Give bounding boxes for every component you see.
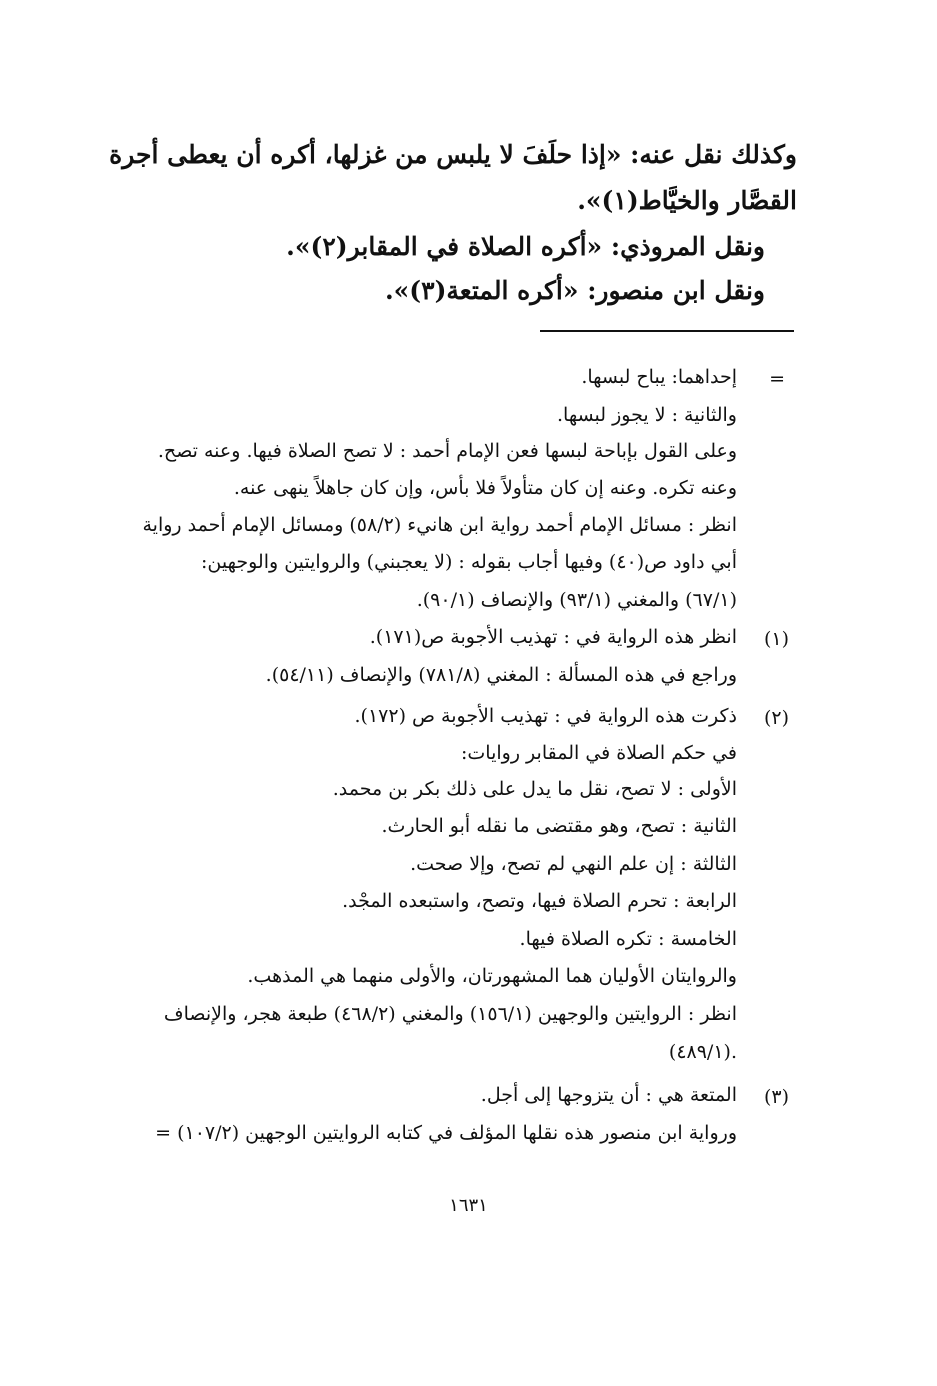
footnote-cont-line: أبي داود ص(٤٠) وفيها أجاب بقوله : (لا يعجبني) والروايتين والوجهين: (201, 551, 737, 573)
footnote-cont-line: وعلى القول بإباحة لبسها فعن الإمام أحمد : لا تصح الصلاة فيها. وعنه تصح. (157, 440, 737, 462)
footnote-cont-line: إحداهما: يباح لبسها. (581, 366, 737, 388)
footnote-3-line: المتعة هي : أن يتزوجها إلى أجل. (480, 1084, 737, 1106)
footnote-3-line: ورواية ابن منصور هذه نقلها المؤلف في كتابه الروايتين الوجهين (١٠٧/٢) = (155, 1122, 737, 1144)
footnote-2-line: الرابعة : تحرم الصلاة فيها، وتصح، واستبعده المجْد. (342, 890, 737, 912)
footnote-2-number: (٢) (763, 707, 789, 729)
footnote-1-line: وراجع في هذه المسألة : المغني (٧٨١/٨) والإنصاف (٥٤/١١). (265, 664, 737, 686)
main-line-1: وكذلك نقل عنه: «إذا حلَفَ لا يلبس من غزلها، أكره أن يعطى أجرة (109, 140, 797, 169)
footnote-cont-line: وعنه تكره. وعنه إن كان متأولاً فلا بأس، وإن كان جاهلاً ينهى عنه. (233, 477, 737, 499)
footnote-cont-line: انظر : مسائل الإمام أحمد رواية ابن هانيء (٥٨/٢) ومسائل الإمام أحمد رواية (142, 514, 737, 536)
footnote-2-line: الثالثة : إن علم النهي لم تصح، وإلا صحت. (410, 853, 737, 875)
footnote-3-number: (٣) (763, 1086, 789, 1108)
footnote-2-line: ذكرت هذه الرواية في : تهذيب الأجوبة ص (١٧٢). (354, 705, 737, 727)
footnote-2-line: (٤٨٩/١). (668, 1041, 737, 1063)
footnote-1-number: (١) (763, 628, 789, 650)
footnote-2-line: انظر : الروايتين والوجهين (١٥٦/١) والمغني (٤٦٨/٢) طبعة هجر، والإنصاف (163, 1003, 737, 1025)
main-line-3: ونقل المروذي: «أكره الصلاة في المقابر(٢)». (286, 232, 765, 261)
footnote-divider (540, 330, 794, 332)
footnote-2-line: والروايتان الأوليان هما المشهورتان، والأولى منهما هي المذهب. (247, 965, 737, 987)
footnote-2-line: في حكم الصلاة في المقابر روايات: (461, 742, 737, 764)
main-line-2: القصَّار والخيَّاط(١)». (577, 186, 797, 215)
footnote-1-line: انظر هذه الرواية في : تهذيب الأجوبة ص(١٧١). (369, 626, 737, 648)
footnote-2-line: الخامسة : تكره الصلاة فيها. (519, 928, 737, 950)
footnote-cont-line: والثانية : لا يجوز لبسها. (557, 404, 737, 426)
footnote-2-line: الثانية : تصح، وهو مقتضى ما نقله أبو الحارث. (381, 815, 737, 837)
footnote-2-line: الأولى : لا تصح، نقل ما يدل على ذلك بكر بن محمد. (332, 778, 737, 800)
footnote-cont-line: (٦٧/١) والمغني (٩٣/١) والإنصاف (٩٠/١). (416, 589, 737, 611)
continuation-marker: = (769, 368, 785, 390)
page-number: ١٦٣١ (449, 1195, 488, 1216)
main-line-4: ونقل ابن منصور: «أكره المتعة(٣)». (384, 276, 765, 305)
